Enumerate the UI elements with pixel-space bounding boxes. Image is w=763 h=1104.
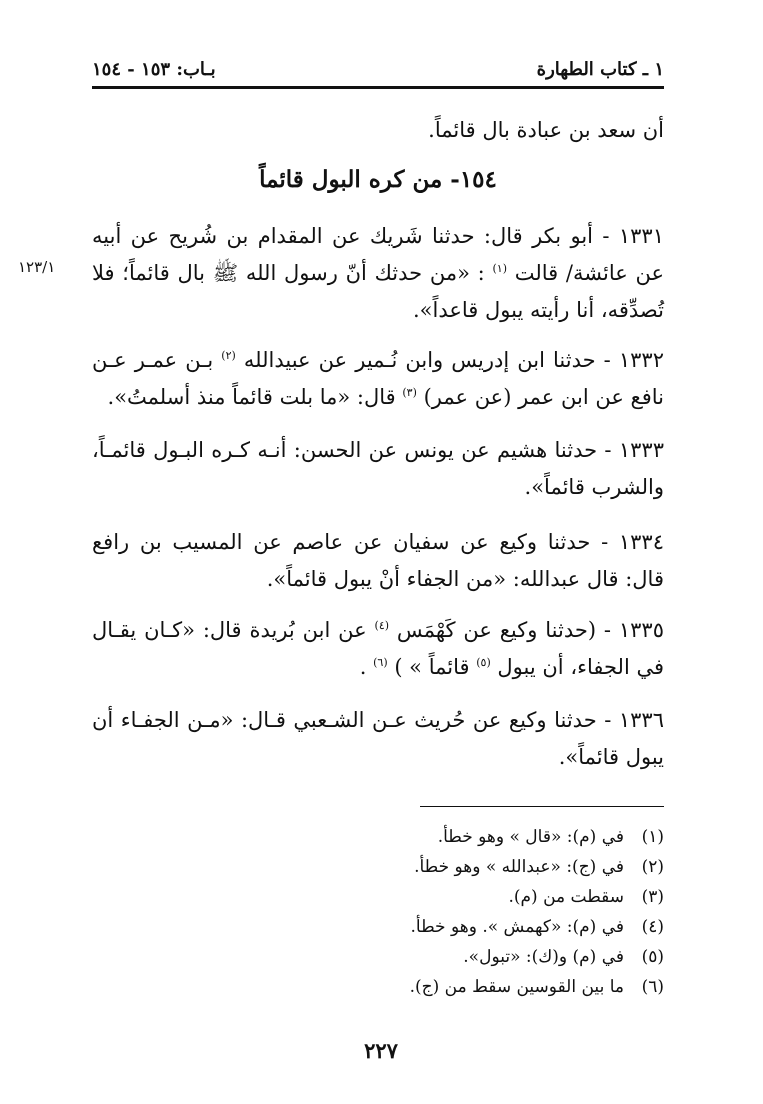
footnote-number: (٣) (641, 887, 664, 907)
footnote-number: (٦) (641, 977, 664, 997)
footnote-mark-3: (٣) (402, 386, 417, 399)
footnote-text: في (ج): «عبدالله » وهو خطأ. (414, 857, 624, 877)
footnote-number: (٤) (641, 917, 664, 937)
footnote-mark-1: (١) (492, 262, 507, 275)
footnote-mark-5: (٥) (476, 656, 491, 669)
hadith-1332-lead: ١٣٣٢ - حدثنا ابن إدريس وابن نُـمير عن عبيدالله (243, 348, 664, 372)
footnote-text: سقطت من (م). (508, 887, 624, 907)
running-header (92, 54, 664, 84)
footnote-text: ما بين القوسين سقط من (ج). (409, 977, 624, 997)
footnote-mark-6: (٦) (373, 656, 388, 669)
footnote-item (300, 912, 664, 942)
hadith-1331 (92, 218, 664, 329)
hadith-1335-mid2: قائماً » ) (394, 655, 470, 679)
footnote-item (300, 942, 664, 972)
footnote-item (300, 882, 664, 912)
footnotes (300, 822, 664, 1002)
hadith-1332-mid: بـن عمـر عـن نافع عن ابن عمر (عن عمر) (92, 348, 664, 409)
header-book-title: ١ ـ كتاب الطهارة (536, 58, 664, 80)
footnote-mark-2: (٢) (221, 349, 236, 362)
hadith-1331-lead: ١٣٣١ - أبو بكر قال: حدثنا شَريك عن المقدام بن شُريح عن أبيه عن عائشة/ قالت (92, 224, 664, 285)
footnote-number: (٢) (641, 857, 664, 877)
header-rule (92, 86, 664, 89)
hadith-1336: ١٣٣٦ - حدثنا وكيع عن حُريث عـن الشـعبي قـال: «مـن الجفـاء أن يبول قائماً». (92, 708, 664, 769)
hadith-1332-tail: قال: «ما بلت قائماً منذ أسلمتُ». (107, 385, 396, 409)
footnote-number: (٥) (641, 947, 664, 967)
margin-reference: ١٢٣/١ (18, 258, 56, 276)
footnote-number: (١) (641, 827, 664, 847)
footnote-mark-4: (٤) (374, 619, 390, 632)
hadith-1331-tail: : «من حدثك أنّ رسول الله ﷺ بال قائماً؛ فلا تُصدِّقه، أنا رأيته يبول قاعداً». (92, 261, 664, 322)
hadith-1334: ١٣٣٤ - حدثنا وكيع عن سفيان عن عاصم عن المسيب بن رافع قال: قال عبدالله: «من الجفاء أنْ يبول قائماً». (92, 530, 664, 591)
hadith-1335-tail: . (359, 655, 367, 679)
hadith-1332 (92, 342, 664, 416)
footnote-item (300, 852, 664, 882)
footnote-text: في (م): «قال » وهو خطأ. (437, 827, 624, 847)
footnote-item (300, 972, 664, 1002)
footnote-text: في (م): «كهمش ». وهو خطأ. (410, 917, 624, 937)
intro-line: أن سعد بن عبادة بال قائماً. (428, 118, 664, 142)
page-number: ٢٢٧ (364, 1038, 398, 1063)
footnote-item (300, 822, 664, 852)
footnote-rule (420, 806, 664, 807)
hadith-1335-lead: ١٣٣٥ - (حدثنا وكيع عن كَهْمَس (396, 618, 664, 642)
hadith-1335-mid: عن ابن بُريدة قال: «كـان يقـال في الجفاء، أن يبول (92, 618, 664, 679)
footnote-text: في (م) و(ك): «تبول». (463, 947, 624, 967)
header-chapter-range: بـاب: ١٥٣ - ١٥٤ (92, 58, 216, 80)
hadith-1333: ١٣٣٣ - حدثنا هشيم عن يونس عن الحسن: أنـه كـره البـول قائمـاً، والشرب قائماً». (92, 438, 664, 499)
section-title: ١٥٤- من كره البول قائماً (259, 166, 497, 193)
hadith-1335 (92, 612, 664, 686)
